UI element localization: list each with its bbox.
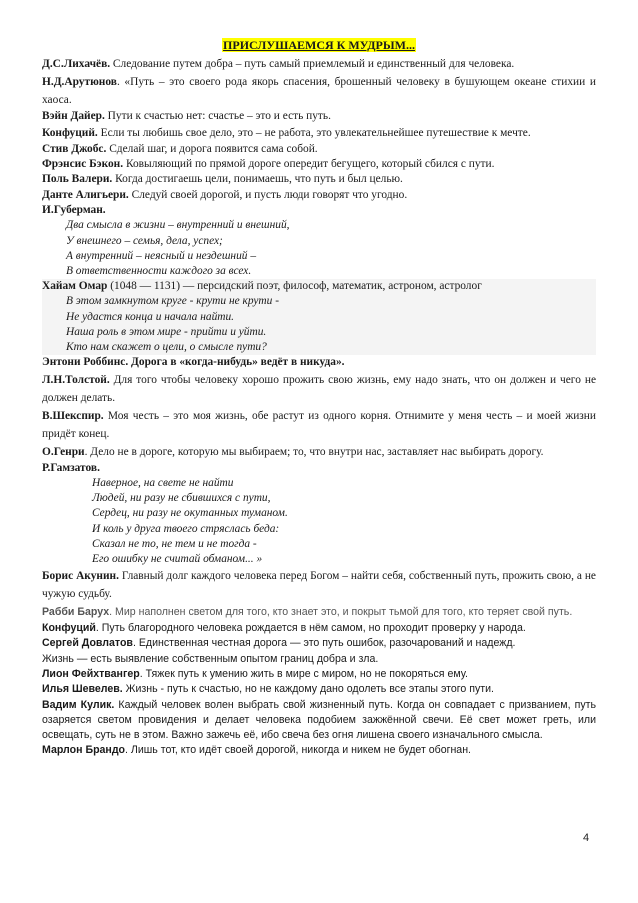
- quote-dovlatov: Сергей Довлатов. Единственная честная дорога — это путь ошибок, разочарований и надежд.: [42, 637, 516, 650]
- quote-rabbi-baruch: Рабби Барух. Мир наполнен светом для того, кто знает это, и покрыт тьмой для того, кто теряет свой путь.: [42, 606, 573, 619]
- poem-line: У внешнего – семья, дела, успех;: [66, 234, 223, 247]
- poem-line: Два смысла в жизни – внутренний и внешний,: [66, 219, 290, 232]
- quote-bacon: Фрэнсис Бэкон. Ковыляющий по прямой дороге опередит бегущего, который сбился с пути.: [42, 158, 495, 171]
- poem-line: Людей, ни разу не сбившихся с пути,: [92, 492, 271, 505]
- page-title: ПРИСЛУШАЕМСЯ К МУДРЫМ...: [223, 38, 415, 52]
- quote-khayyam: Хайам Омар (1048 — 1131) — персидский поэт, философ, математик, астроном, астролог: [42, 280, 482, 293]
- quote-jobs: Стив Джобс. Сделай шаг, и дорога появится сама собой.: [42, 142, 318, 155]
- quote-confucius-2: Конфуций. Путь благородного человека рождается в нём самом, но проходит проверку у народа.: [42, 622, 526, 635]
- quote-shevelev: Илья Шевелев. Жизнь - путь к счастью, но не каждому дано одолеть все этапы этого пути.: [42, 683, 495, 696]
- poem-line: В этом замкнутом круге - крути не крути -: [66, 295, 279, 308]
- quote-confucius-1: Конфуций. Если ты любишь свое дело, это – не работа, это увлекательнейшее путешествие к мечте.: [42, 126, 531, 139]
- poem-line: Кто нам скажет о цели, о смысле пути?: [66, 341, 267, 354]
- quote-likhachev: Д.С.Лихачёв. Следование путем добра – путь самый приемлемый и единственный для человека.: [42, 58, 515, 71]
- quote-tolstoy: Л.Н.Толстой. Для того чтобы человеку хорошо прожить свою жизнь, ему надо знать, что он должен и чего не должен делать.: [42, 373, 596, 404]
- poem-line: Наша роль в этом мире - прийти и уйти.: [66, 325, 267, 338]
- page-content: [42, 38, 596, 759]
- quote-o-henry: О.Генри. Дело не в дороге, которую мы выбираем; то, что внутри нас, заставляет нас выбирать дорогу.: [42, 445, 544, 458]
- poem-guberman: [42, 218, 596, 279]
- page-number: 4: [583, 832, 590, 844]
- quote-robbins: Энтони Роббинс. Дорога в «когда-нибудь» ведёт в никуда».: [42, 356, 345, 369]
- poem-gamzatov: [42, 476, 596, 567]
- poem-line: Сказал не то, не тем и не тогда -: [92, 537, 257, 550]
- quote-brando: Марлон Брандо. Лишь тот, кто идёт своей дорогой, никогда и никем не будет обогнан.: [42, 744, 471, 757]
- quote-guberman: И.Губерман.: [42, 204, 106, 217]
- quote-akunin: Борис Акунин. Главный долг каждого человека перед Богом – найти себя, собственный путь, прожить свою, а не чужую судьбу.: [42, 570, 596, 601]
- poem-line: Наверное, на свете не найти: [92, 476, 234, 489]
- quote-dyer: Вэйн Дайер. Пути к счастью нет: счастье – это и есть путь.: [42, 109, 331, 122]
- poem-line: Его ошибку не считай обманом... »: [92, 552, 263, 565]
- poem-line: А внутренний – неясный и нездешний –: [66, 249, 257, 262]
- quote-arutyunov: Н.Д.Арутюнов. «Путь – это своего рода якорь спасения, брошенный человеку в бушующем океане стихии и хаоса.: [42, 75, 596, 106]
- quote-kulik: Вадим Кулик. Каждый человек волен выбрать свой жизненный путь. Когда он совпадает с призванием, путь озаряется светом провидения и делает человека подобием зажжённой свечи. Её свет может греть, или освещать, суть не в этом. Важно зажечь её, ибо свеча без огня лишена своего изначального смысла.: [42, 698, 596, 742]
- quote-feuchtwanger: Лион Фейхтвангер. Тяжек путь к умению жить в мире с миром, но не покоряться ему.: [42, 668, 468, 680]
- quote-gamzatov: Р.Гамзатов.: [42, 461, 100, 474]
- quote-life-boundaries: Жизнь — есть выявление собственным опытом границ добра и зла.: [42, 652, 379, 665]
- poem-line: В ответственности каждого за всех.: [66, 264, 252, 277]
- poem-line: Не удастся конца и начала найти.: [66, 310, 235, 323]
- poem-line: И коль у друга твоего стряслась беда:: [92, 522, 280, 535]
- quote-shakespeare: В.Шекспир. Моя честь – это моя жизнь, обе растут из одного корня. Отнимите у меня честь – и моей жизни придёт конец.: [42, 409, 596, 440]
- quote-valery: Поль Валери. Когда достигаешь цели, понимаешь, что путь и был целью.: [42, 173, 403, 186]
- poem-khayyam: [42, 294, 596, 355]
- khayyam-block: [42, 279, 596, 355]
- poem-line: Сердец, ни разу не окутанных туманом.: [92, 507, 288, 520]
- quote-dante: Данте Алигьери. Следуй своей дорогой, и пусть люди говорят что угодно.: [42, 188, 408, 201]
